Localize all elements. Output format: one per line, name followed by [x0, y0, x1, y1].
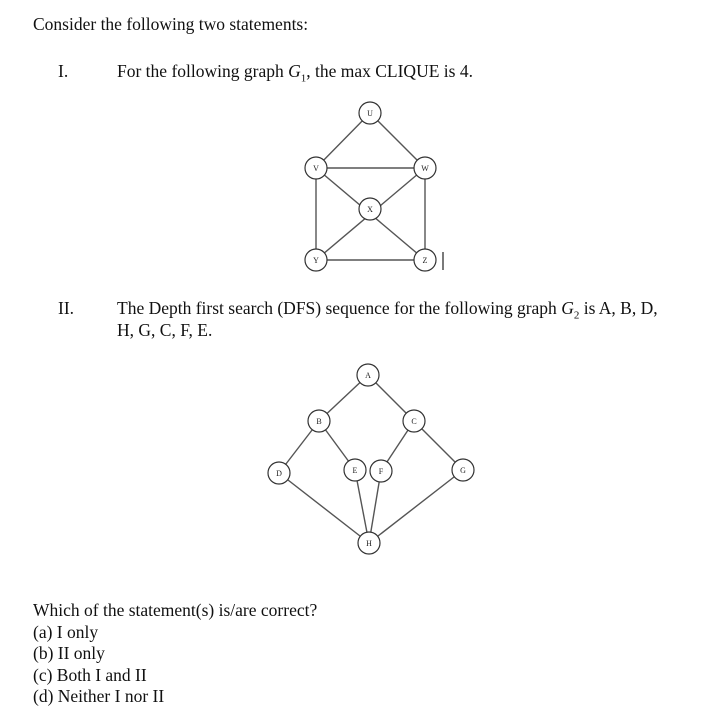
statement-2-line-2: H, G, C, F, E.	[117, 320, 213, 340]
svg-text:A: A	[365, 371, 371, 380]
svg-text:D: D	[276, 469, 282, 478]
svg-text:W: W	[421, 164, 429, 173]
edge-u-w	[370, 113, 425, 168]
node-a	[357, 364, 379, 386]
node-b	[308, 410, 330, 432]
statement-2-line-1-post: is A, B, D,	[579, 298, 658, 318]
option-c: (c) Both I and II	[33, 665, 147, 685]
option-a: (a) I only	[33, 622, 99, 642]
node-x	[359, 198, 381, 220]
graph-g2-edges	[279, 375, 463, 543]
node-w	[414, 157, 436, 179]
statement-2-line-1-pre: The Depth first search (DFS) sequence for the following graph	[117, 298, 562, 318]
statement-1-text-pre: For the following graph	[117, 61, 289, 81]
node-y	[305, 249, 327, 271]
graph-g1-edges	[316, 113, 425, 260]
node-g	[452, 459, 474, 481]
svg-text:Y: Y	[313, 256, 319, 265]
node-h	[358, 532, 380, 554]
statement-2-graph-name: G	[561, 298, 574, 318]
statement-1-text-post: , the max CLIQUE is 4.	[306, 61, 473, 81]
graph-g2-nodes	[268, 364, 474, 554]
svg-text:V: V	[313, 164, 319, 173]
node-d	[268, 462, 290, 484]
statement-1-graph-sub: 1	[300, 72, 307, 85]
svg-text:G: G	[460, 466, 466, 475]
svg-text:Z: Z	[422, 256, 428, 265]
svg-text:E: E	[352, 466, 358, 475]
svg-text:H: H	[366, 539, 372, 548]
statement-1-graph-name: G	[288, 61, 301, 81]
edge-d-h	[279, 473, 369, 543]
question-text: Which of the statement(s) is/are correct?	[33, 600, 318, 620]
svg-text:F: F	[378, 467, 384, 476]
option-b: (b) II only	[33, 643, 105, 663]
statement-2-graph-sub: 2	[573, 309, 580, 322]
node-c	[403, 410, 425, 432]
svg-text:C: C	[411, 417, 417, 426]
node-u	[359, 102, 381, 124]
svg-text:U: U	[367, 109, 373, 118]
statement-2-numeral: II.	[58, 298, 75, 318]
node-z	[414, 249, 436, 271]
svg-text:B: B	[316, 417, 322, 426]
option-d: (d) Neither I nor II	[33, 686, 165, 706]
node-f	[370, 460, 392, 482]
intro-text: Consider the following two statements:	[33, 14, 309, 34]
svg-text:X: X	[367, 205, 373, 214]
graph-g1-nodes	[305, 102, 436, 271]
statement-1-numeral: I.	[58, 61, 69, 81]
node-e	[344, 459, 366, 481]
node-v	[305, 157, 327, 179]
